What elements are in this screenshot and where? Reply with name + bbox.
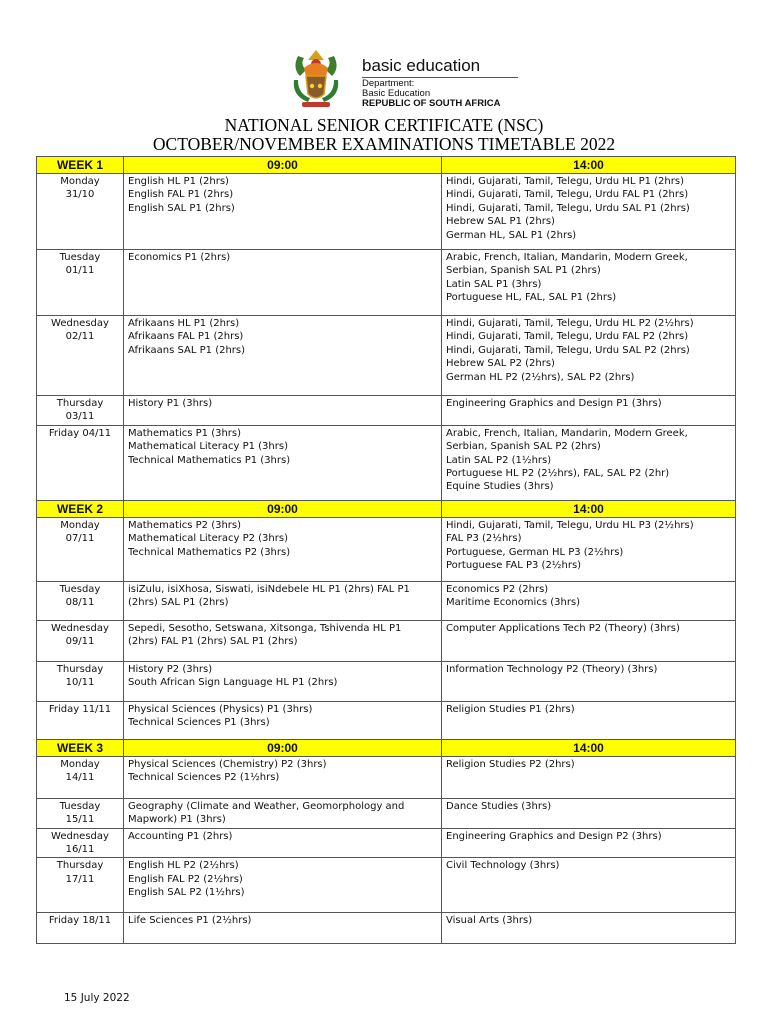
entry-line: Serbian, Spanish SAL P2 (2hrs) bbox=[446, 441, 601, 453]
day-cell bbox=[37, 661, 124, 701]
week-label: WEEK 2 bbox=[37, 500, 124, 517]
table-row bbox=[37, 250, 736, 316]
day-cell bbox=[37, 174, 124, 250]
morning-cell bbox=[124, 798, 442, 828]
day-cell bbox=[37, 425, 124, 500]
entry-line: English FAL P1 (2hrs) bbox=[128, 189, 234, 201]
entry-line: Thursday bbox=[56, 860, 104, 872]
morning-cell bbox=[124, 756, 442, 798]
day-cell bbox=[37, 913, 124, 944]
entry-line: Dance Studies (3hrs) bbox=[446, 800, 552, 812]
entry-line: German HL, SAL P1 (2hrs) bbox=[446, 229, 577, 241]
day-cell bbox=[37, 858, 124, 913]
entry-line: Visual Arts (3hrs) bbox=[446, 915, 533, 927]
dept-line-2: Basic Education bbox=[362, 88, 431, 99]
entry-line: (2hrs) FAL P1 (2hrs) SAL P1 (2hrs) bbox=[128, 636, 298, 648]
entry-line: Hindi, Gujarati, Tamil, Telegu, Urdu HL P2 (2½hrs) bbox=[446, 318, 694, 329]
entry-line: Monday bbox=[60, 519, 100, 531]
entry-line: Tuesday bbox=[59, 800, 101, 812]
entry-line: 07/11 bbox=[65, 533, 95, 545]
entry-line: Maritime Economics (3hrs) bbox=[446, 597, 581, 609]
table-row bbox=[37, 701, 736, 739]
afternoon-cell bbox=[442, 756, 736, 798]
week-label: WEEK 3 bbox=[37, 739, 124, 756]
entry-line: Technical Mathematics P1 (3hrs) bbox=[128, 454, 291, 466]
entry-line: Arabic, French, Italian, Mandarin, Modern Greek, bbox=[446, 427, 688, 439]
entry-line: History P2 (3hrs) bbox=[128, 663, 213, 675]
entry-line: Physical Sciences (Physics) P1 (3hrs) bbox=[128, 703, 313, 715]
table-row bbox=[37, 316, 736, 396]
table-row bbox=[37, 396, 736, 426]
day-cell bbox=[37, 701, 124, 739]
entry-line: Latin SAL P1 (3hrs) bbox=[446, 278, 542, 290]
table-row bbox=[37, 858, 736, 913]
entry-line: Friday 11/11 bbox=[48, 703, 112, 715]
exam-timetable bbox=[36, 156, 736, 944]
entry-line: Civil Technology (3hrs) bbox=[446, 860, 560, 872]
afternoon-cell bbox=[442, 620, 736, 661]
week-label: WEEK 1 bbox=[37, 157, 124, 174]
morning-cell bbox=[124, 858, 442, 913]
entry-line: Computer Applications Tech P2 (Theory) (3hrs) bbox=[446, 622, 680, 634]
table-row bbox=[37, 620, 736, 661]
morning-cell bbox=[124, 396, 442, 426]
afternoon-cell bbox=[442, 250, 736, 316]
afternoon-cell bbox=[442, 858, 736, 913]
entry-line: Economics P2 (2hrs) bbox=[446, 583, 549, 595]
brand-name: basic education bbox=[362, 56, 481, 75]
day-cell bbox=[37, 798, 124, 828]
entry-line: Portuguese FAL P3 (2½hrs) bbox=[446, 560, 582, 572]
entry-line: 10/11 bbox=[65, 677, 95, 689]
entry-line: Portuguese HL, FAL, SAL P1 (2hrs) bbox=[446, 292, 617, 304]
morning-cell bbox=[124, 517, 442, 581]
afternoon-cell bbox=[442, 396, 736, 426]
table-row bbox=[37, 756, 736, 798]
entry-line: 03/11 bbox=[65, 411, 95, 423]
week-header-row bbox=[37, 500, 736, 517]
entry-line: 31/10 bbox=[65, 189, 95, 201]
morning-cell bbox=[124, 661, 442, 701]
entry-line: Hindi, Gujarati, Tamil, Telegu, Urdu FAL P1 (2hrs) bbox=[446, 189, 689, 201]
entry-line: 17/11 bbox=[65, 873, 95, 885]
morning-session-header: 09:00 bbox=[124, 157, 442, 174]
entry-line: English HL P1 (2hrs) bbox=[128, 176, 229, 187]
afternoon-cell bbox=[442, 661, 736, 701]
entry-line: English HL P2 (2½hrs) bbox=[128, 860, 239, 872]
entry-line: Life Sciences P1 (2½hrs) bbox=[128, 915, 252, 927]
table-row bbox=[37, 661, 736, 701]
entry-line: Engineering Graphics and Design P2 (3hrs) bbox=[446, 830, 662, 842]
morning-cell bbox=[124, 174, 442, 250]
entry-line: Arabic, French, Italian, Mandarin, Modern Greek, bbox=[446, 252, 688, 263]
entry-line: 15/11 bbox=[65, 814, 95, 826]
entry-line: 01/11 bbox=[65, 265, 95, 277]
morning-cell bbox=[124, 316, 442, 396]
entry-line: Portuguese, German HL P3 (2½hrs) bbox=[446, 546, 624, 558]
day-cell bbox=[37, 517, 124, 581]
day-cell bbox=[37, 620, 124, 661]
dept-line-1: Department: bbox=[362, 78, 415, 89]
entry-line: Sepedi, Sesotho, Setswana, Xitsonga, Tshivenda HL P1 bbox=[128, 622, 402, 634]
afternoon-cell bbox=[442, 174, 736, 250]
table-row bbox=[37, 828, 736, 858]
entry-line: History P1 (3hrs) bbox=[128, 398, 213, 409]
entry-line: Engineering Graphics and Design P1 (3hrs) bbox=[446, 398, 662, 409]
afternoon-cell bbox=[442, 798, 736, 828]
footer-date: 15 July 2022 bbox=[64, 992, 130, 1004]
entry-line: Mapwork) P1 (3hrs) bbox=[128, 814, 226, 826]
day-cell bbox=[37, 828, 124, 858]
entry-line: Accounting P1 (2hrs) bbox=[128, 830, 233, 842]
afternoon-cell bbox=[442, 828, 736, 858]
entry-line: Hebrew SAL P1 (2hrs) bbox=[446, 216, 555, 228]
entry-line: 16/11 bbox=[65, 844, 95, 856]
entry-line: Religion Studies P1 (2hrs) bbox=[446, 703, 575, 715]
entry-line: Friday 18/11 bbox=[48, 915, 112, 927]
morning-cell bbox=[124, 250, 442, 316]
entry-line: Wednesday bbox=[51, 830, 109, 842]
entry-line: 09/11 bbox=[65, 636, 95, 648]
entry-line: Serbian, Spanish SAL P1 (2hrs) bbox=[446, 265, 601, 277]
day-cell bbox=[37, 396, 124, 426]
entry-line: Mathematics P1 (3hrs) bbox=[128, 427, 242, 439]
morning-cell bbox=[124, 913, 442, 944]
week-header-row bbox=[37, 739, 736, 756]
entry-line: Wednesday bbox=[51, 622, 109, 634]
entry-line: Mathematics P2 (3hrs) bbox=[128, 519, 242, 531]
entry-line: Technical Sciences P2 (1½hrs) bbox=[128, 772, 280, 784]
entry-line: German HL P2 (2½hrs), SAL P2 (2hrs) bbox=[446, 371, 635, 383]
morning-cell bbox=[124, 425, 442, 500]
entry-line: isiZulu, isiXhosa, Siswati, isiNdebele HL P1 (2hrs) FAL P1 bbox=[128, 583, 410, 595]
entry-line: South African Sign Language HL P1 (2hrs) bbox=[128, 677, 338, 689]
entry-line: Hebrew SAL P2 (2hrs) bbox=[446, 358, 555, 370]
entry-line: Hindi, Gujarati, Tamil, Telegu, Urdu SAL P1 (2hrs) bbox=[446, 202, 690, 214]
afternoon-cell bbox=[442, 581, 736, 620]
afternoon-cell bbox=[442, 517, 736, 581]
entry-line: Hindi, Gujarati, Tamil, Telegu, Urdu FAL P2 (2hrs) bbox=[446, 331, 689, 343]
entry-line: 08/11 bbox=[65, 597, 95, 609]
morning-session-header: 09:00 bbox=[124, 739, 442, 756]
day-cell bbox=[37, 756, 124, 798]
entry-line: Thursday bbox=[56, 398, 104, 409]
entry-line: Tuesday bbox=[59, 252, 101, 263]
afternoon-cell bbox=[442, 316, 736, 396]
entry-line: Monday bbox=[60, 176, 100, 187]
afternoon-cell bbox=[442, 913, 736, 944]
entry-line: Hindi, Gujarati, Tamil, Telegu, Urdu HL P1 (2hrs) bbox=[446, 176, 684, 187]
entry-line: Monday bbox=[60, 758, 100, 770]
entry-line: Mathematical Literacy P1 (3hrs) bbox=[128, 441, 288, 453]
entry-line: Equine Studies (3hrs) bbox=[446, 481, 554, 493]
entry-line: Technical Mathematics P2 (3hrs) bbox=[128, 546, 291, 558]
document-subtitle: OCTOBER/NOVEMBER EXAMINATIONS TIMETABLE 2022 bbox=[152, 134, 616, 154]
entry-line: Religion Studies P2 (2hrs) bbox=[446, 758, 575, 770]
entry-line: Economics P1 (2hrs) bbox=[128, 252, 231, 263]
morning-cell bbox=[124, 581, 442, 620]
table-row bbox=[37, 913, 736, 944]
entry-line: Geography (Climate and Weather, Geomorphology and bbox=[128, 800, 405, 812]
day-cell bbox=[37, 581, 124, 620]
entry-line: Thursday bbox=[56, 663, 104, 675]
entry-line: English SAL P2 (1½hrs) bbox=[128, 887, 245, 899]
department-logo bbox=[286, 46, 516, 110]
afternoon-cell bbox=[442, 701, 736, 739]
entry-line: Afrikaans SAL P1 (2hrs) bbox=[128, 344, 246, 356]
entry-line: 14/11 bbox=[65, 772, 95, 784]
entry-line: Hindi, Gujarati, Tamil, Telegu, Urdu SAL P2 (2hrs) bbox=[446, 344, 690, 356]
table-row bbox=[37, 174, 736, 250]
entry-line: Portuguese HL P2 (2½hrs), FAL, SAL P2 (2hr) bbox=[446, 468, 670, 480]
department-text bbox=[362, 79, 500, 109]
day-cell bbox=[37, 316, 124, 396]
entry-line: FAL P3 (2½hrs) bbox=[446, 533, 522, 545]
week-header-row bbox=[37, 157, 736, 174]
entry-line: Information Technology P2 (Theory) (3hrs) bbox=[446, 663, 658, 675]
entry-line: Latin SAL P2 (1½hrs) bbox=[446, 454, 552, 466]
table-row bbox=[37, 581, 736, 620]
day-cell bbox=[37, 250, 124, 316]
afternoon-session-header: 14:00 bbox=[442, 157, 736, 174]
entry-line: (2hrs) SAL P1 (2hrs) bbox=[128, 597, 229, 609]
table-row bbox=[37, 798, 736, 828]
morning-cell bbox=[124, 701, 442, 739]
entry-line: Wednesday bbox=[51, 318, 109, 329]
entry-line: Friday 04/11 bbox=[48, 427, 112, 439]
morning-cell bbox=[124, 620, 442, 661]
afternoon-session-header: 14:00 bbox=[442, 739, 736, 756]
coat-of-arms-icon bbox=[286, 46, 346, 110]
morning-session-header: 09:00 bbox=[124, 500, 442, 517]
entry-line: Technical Sciences P1 (3hrs) bbox=[128, 717, 270, 729]
entry-line: English FAL P2 (2½hrs) bbox=[128, 873, 243, 885]
entry-line: Afrikaans HL P1 (2hrs) bbox=[128, 318, 240, 329]
entry-line: English SAL P1 (2hrs) bbox=[128, 202, 235, 214]
dept-country: REPUBLIC OF SOUTH AFRICA bbox=[362, 98, 501, 109]
table-row bbox=[37, 517, 736, 581]
entry-line: Tuesday bbox=[59, 583, 101, 595]
entry-line: Afrikaans FAL P1 (2hrs) bbox=[128, 331, 244, 343]
entry-line: Physical Sciences (Chemistry) P2 (3hrs) bbox=[128, 758, 327, 770]
table-row bbox=[37, 425, 736, 500]
entry-line: 02/11 bbox=[65, 331, 95, 343]
entry-line: Hindi, Gujarati, Tamil, Telegu, Urdu HL P3 (2½hrs) bbox=[446, 519, 694, 531]
afternoon-cell bbox=[442, 425, 736, 500]
entry-line: Mathematical Literacy P2 (3hrs) bbox=[128, 533, 288, 545]
document-title: NATIONAL SENIOR CERTIFICATE (NSC) bbox=[224, 115, 544, 135]
morning-cell bbox=[124, 828, 442, 858]
afternoon-session-header: 14:00 bbox=[442, 500, 736, 517]
